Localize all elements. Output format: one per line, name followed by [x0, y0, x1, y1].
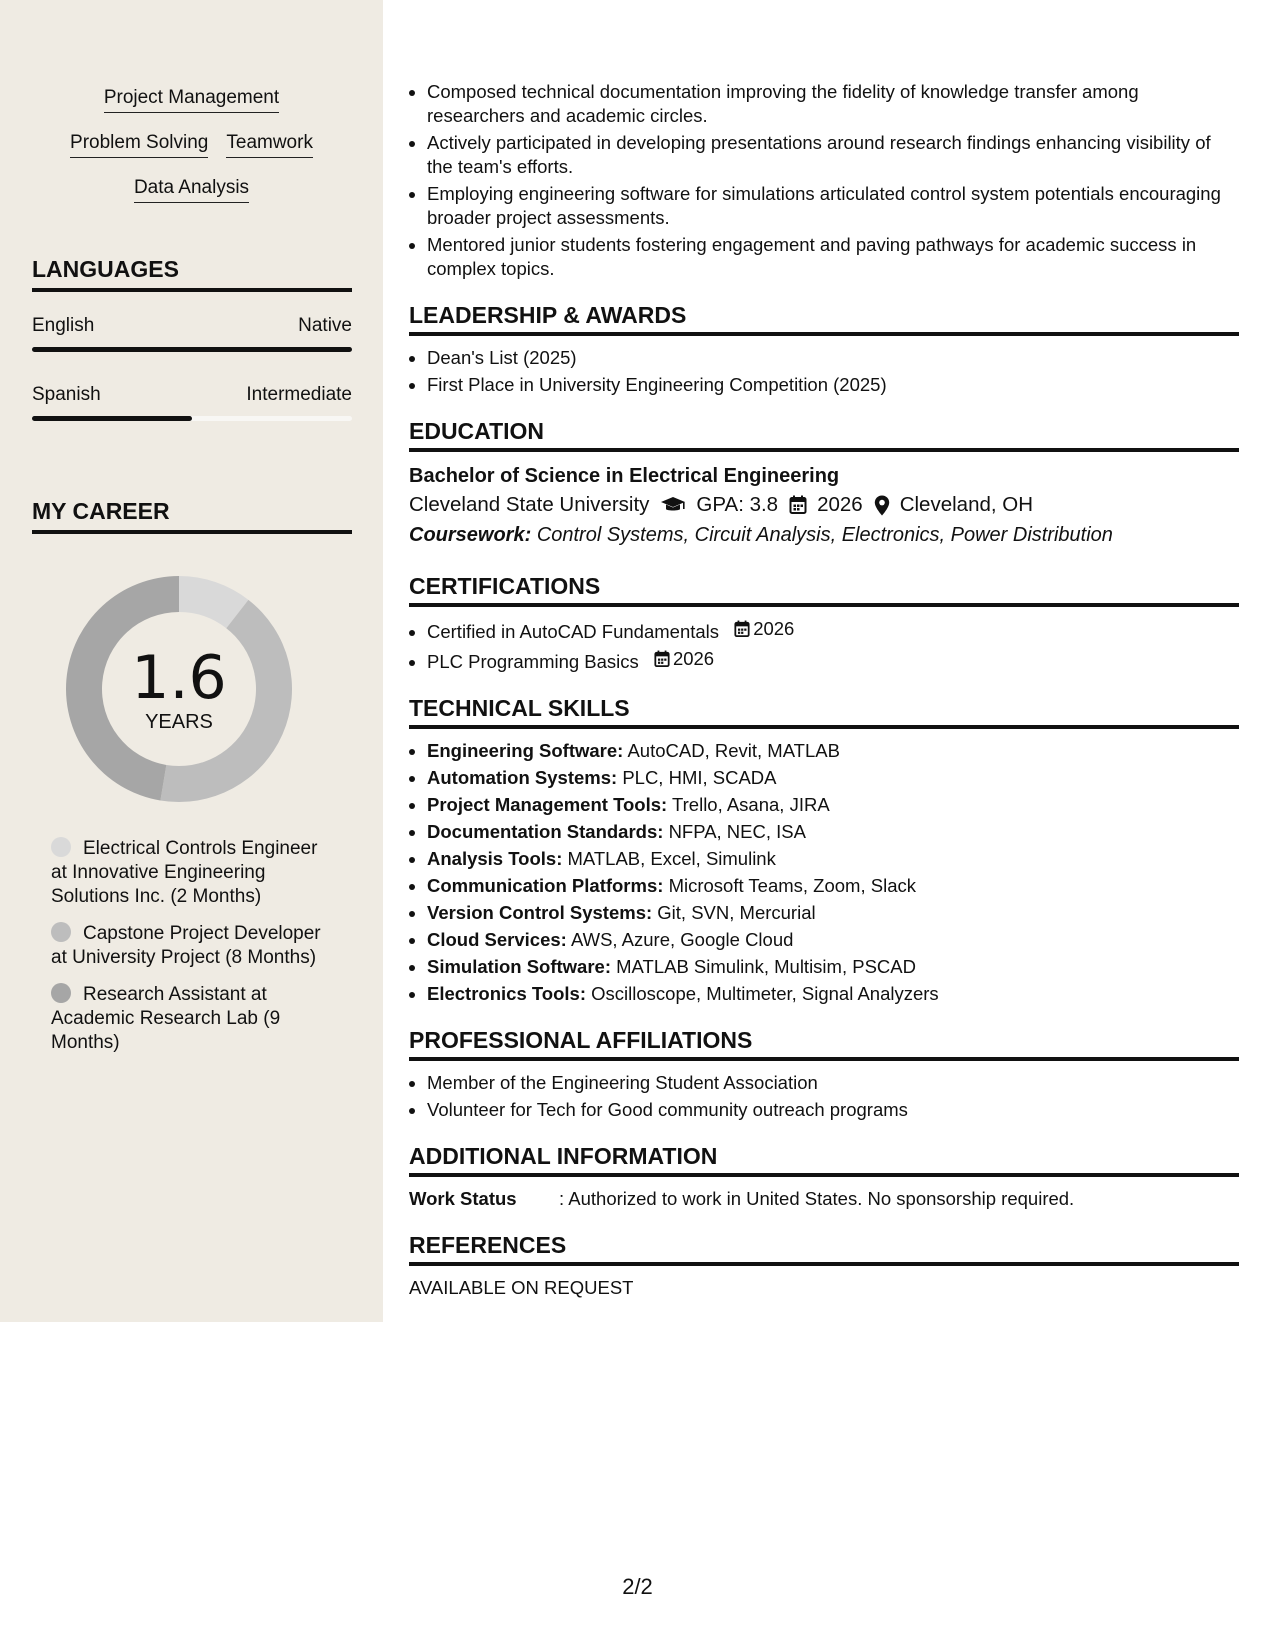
skill-values: Microsoft Teams, Zoom, Slack	[668, 875, 916, 896]
career-item	[51, 837, 326, 909]
skill-values: Trello, Asana, JIRA	[672, 794, 830, 815]
skill-category: Project Management Tools:	[427, 794, 668, 815]
career-text: Research Assistant at Academic Research Lab (9 Months)	[51, 984, 281, 1053]
language-item	[32, 314, 352, 352]
certification-name: Certified in AutoCAD Fundamentals	[427, 621, 720, 642]
certification-name: PLC Programming Basics	[427, 651, 639, 672]
certifications-heading: CERTIFICATIONS	[409, 572, 1239, 607]
gpa: GPA: 3.8	[696, 493, 779, 516]
certifications-list	[409, 617, 1239, 674]
career-dot	[51, 837, 71, 857]
career-text: Capstone Project Developer at University Project (8 Months)	[51, 923, 321, 968]
sidebar	[0, 0, 383, 1322]
list-item	[427, 874, 1239, 898]
list-item	[427, 766, 1239, 790]
career-dot	[51, 983, 71, 1003]
skill-values: AutoCAD, Revit, MATLAB	[627, 740, 840, 761]
calendar-icon	[734, 620, 750, 638]
skill-row	[0, 131, 383, 176]
list-item	[427, 847, 1239, 871]
language-bar-fill	[32, 416, 192, 421]
list-item	[427, 955, 1239, 979]
list-item	[427, 617, 1239, 644]
main-content	[409, 80, 1239, 1300]
skill-row	[0, 86, 383, 131]
graduation-year: 2026	[817, 493, 863, 516]
skill-values: NFPA, NEC, ISA	[668, 821, 806, 842]
language-item	[32, 383, 352, 421]
page-number: 2/2	[622, 1574, 653, 1599]
work-status-value: : Authorized to work in United States. No sponsorship required.	[559, 1188, 1075, 1209]
skill-tag: Data Analysis	[134, 176, 249, 203]
list-item: • Composed technical documentation improving the fidelity of knowledge transfer among researchers and academic circles.	[427, 80, 1239, 128]
career-total-years: 1.6	[131, 643, 227, 713]
coursework-label: Coursework:	[409, 524, 532, 546]
skill-values: AWS, Azure, Google Cloud	[570, 929, 794, 950]
affiliations-heading: PROFESSIONAL AFFILIATIONS	[409, 1026, 1239, 1061]
school-location: Cleveland, OH	[899, 493, 1034, 516]
career-list	[51, 837, 326, 1068]
career-item	[51, 983, 326, 1055]
calendar-icon	[654, 650, 670, 668]
graduation-cap-icon	[660, 495, 686, 515]
list-item	[427, 928, 1239, 952]
references-heading: REFERENCES	[409, 1231, 1239, 1266]
degree-title: Bachelor of Science in Electrical Engineering	[409, 465, 840, 487]
skill-category: Simulation Software:	[427, 956, 611, 977]
career-item	[51, 922, 326, 970]
list-item	[427, 901, 1239, 925]
skill-tag: Problem Solving	[70, 131, 208, 158]
certification-year: 2026	[672, 648, 715, 669]
technical-skills-heading: TECHNICAL SKILLS	[409, 694, 1239, 729]
skill-category: Communication Platforms:	[427, 875, 664, 896]
leadership-heading: LEADERSHIP & AWARDS	[409, 301, 1239, 336]
list-item	[427, 820, 1239, 844]
skill-category: Cloud Services:	[427, 929, 567, 950]
list-item: • Employing engineering software for simulations articulated control system potentials encouraging broader project assessments.	[427, 182, 1239, 230]
career-donut-chart	[66, 576, 292, 802]
coursework-list: Control Systems, Circuit Analysis, Electronics, Power Distribution	[536, 524, 1113, 546]
skill-tags	[0, 86, 383, 221]
school-name: Cleveland State University	[409, 493, 650, 516]
skill-values: Oscilloscope, Multimeter, Signal Analyzers	[591, 983, 939, 1004]
list-item: • Actively participated in developing presentations around research findings enhancing visibility of the team's efforts.	[427, 131, 1239, 179]
list-item	[427, 793, 1239, 817]
coursework	[409, 520, 1239, 550]
skill-values: PLC, HMI, SCADA	[622, 767, 777, 788]
skill-values: MATLAB, Excel, Simulink	[567, 848, 776, 869]
work-status-row	[409, 1187, 1239, 1211]
skill-tag: Project Management	[104, 86, 279, 113]
skill-values: MATLAB Simulink, Multisim, PSCAD	[616, 956, 916, 977]
language-level: Intermediate	[246, 384, 352, 405]
work-status-label: Work Status	[409, 1188, 517, 1209]
list-item	[427, 647, 1239, 674]
skill-tag: Teamwork	[226, 131, 313, 158]
skill-values: Git, SVN, Mercurial	[657, 902, 816, 923]
career-text: Electrical Controls Engineer at Innovative Engineering Solutions Inc. (2 Months)	[51, 838, 318, 907]
list-item: • First Place in University Engineering Competition (2025)	[427, 373, 1239, 397]
additional-info-heading: ADDITIONAL INFORMATION	[409, 1142, 1239, 1177]
technical-skills-list	[409, 739, 1239, 1006]
calendar-icon	[789, 495, 807, 515]
map-pin-icon	[874, 495, 890, 516]
skill-category: Engineering Software:	[427, 740, 624, 761]
career-dot	[51, 922, 71, 942]
list-item: • Mentored junior students fostering engagement and paving pathways for academic success in complex topics.	[427, 233, 1239, 281]
education-heading: EDUCATION	[409, 417, 1239, 452]
skill-row	[0, 176, 383, 221]
skill-category: Electronics Tools:	[427, 983, 586, 1004]
language-bar	[32, 416, 352, 421]
skill-category: Documentation Standards:	[427, 821, 664, 842]
career-years-unit: YEARS	[145, 711, 213, 733]
language-bar-fill	[32, 347, 352, 352]
list-item: • Dean's List (2025)	[427, 346, 1239, 370]
affiliations-list	[409, 1071, 1239, 1122]
references-text: AVAILABLE ON REQUEST	[409, 1277, 634, 1298]
list-item: • Member of the Engineering Student Association	[427, 1071, 1239, 1095]
language-name: Spanish	[32, 384, 101, 405]
language-name: English	[32, 315, 95, 336]
education-details	[409, 490, 1239, 520]
experience-bullets	[409, 80, 1239, 281]
list-item	[427, 739, 1239, 763]
skill-category: Automation Systems:	[427, 767, 618, 788]
language-level: Native	[298, 315, 352, 336]
language-bar	[32, 347, 352, 352]
languages-heading: LANGUAGES	[32, 255, 352, 292]
list-item: • Volunteer for Tech for Good community outreach programs	[427, 1098, 1239, 1122]
skill-category: Version Control Systems:	[427, 902, 653, 923]
skill-category: Analysis Tools:	[427, 848, 563, 869]
leadership-list	[409, 346, 1239, 397]
list-item	[427, 982, 1239, 1006]
certification-year: 2026	[753, 618, 795, 639]
career-heading: MY CAREER	[32, 497, 352, 534]
